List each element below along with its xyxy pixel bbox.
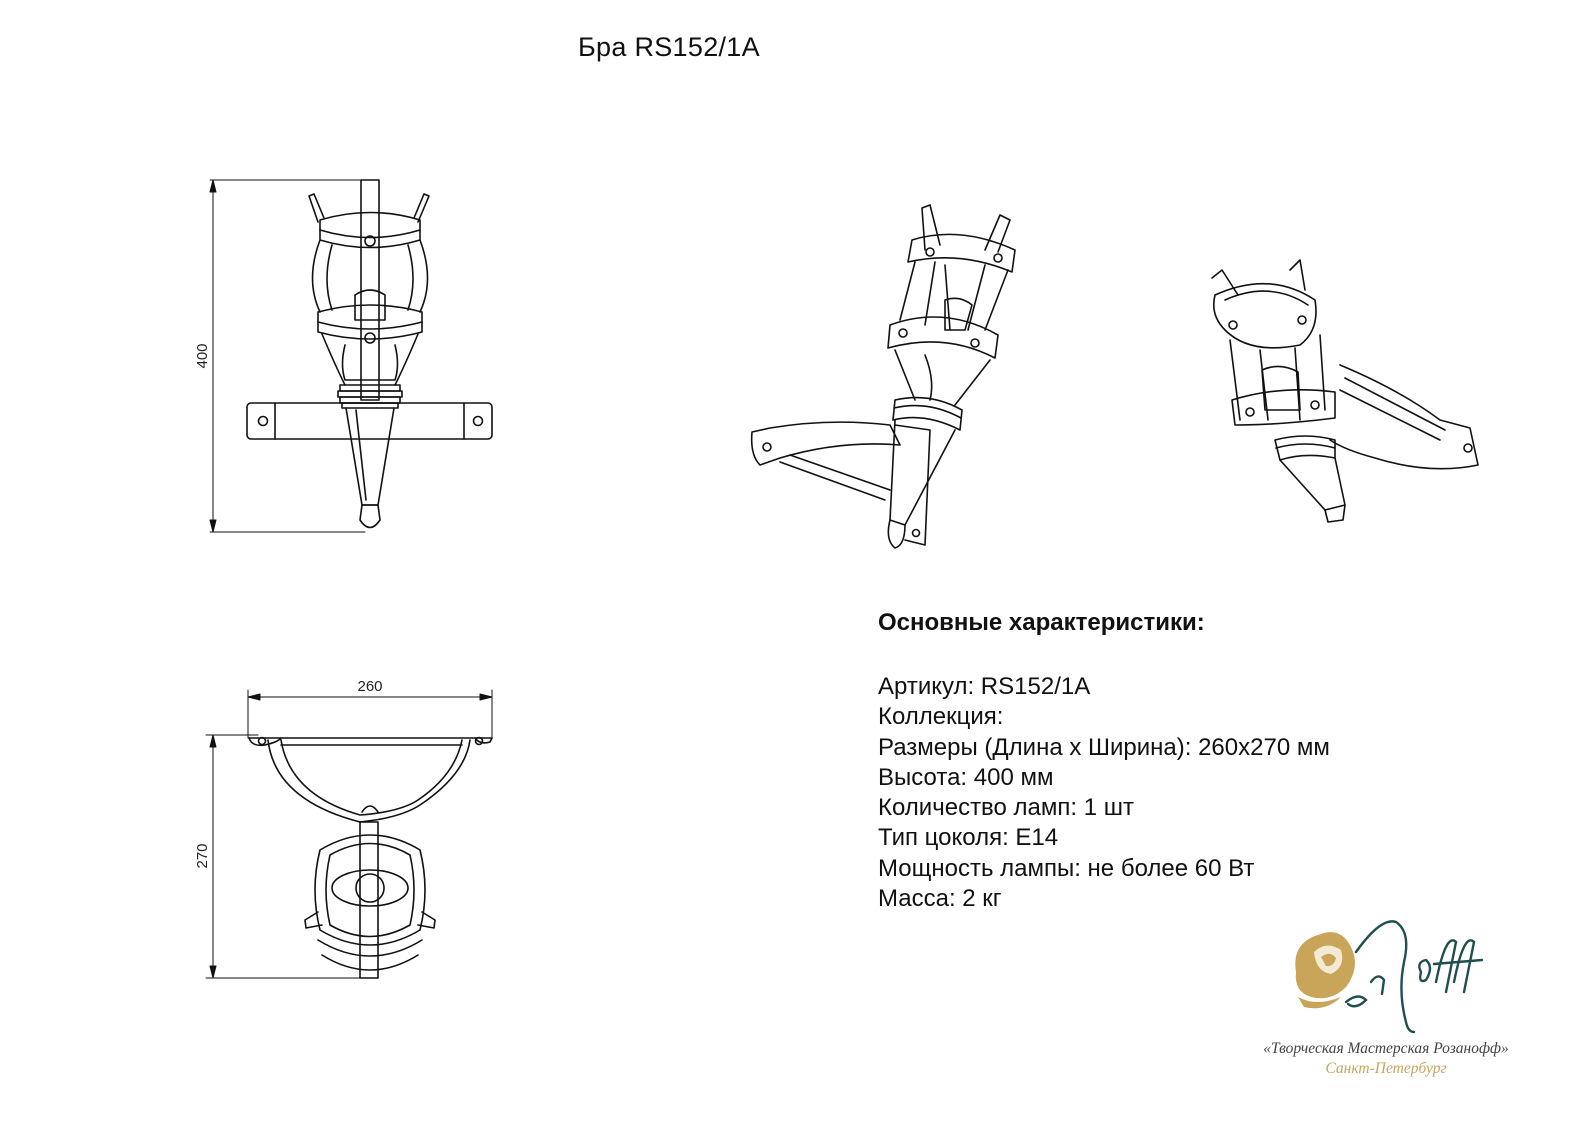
script-signature bbox=[1346, 921, 1482, 1032]
spec-article: Артикул: RS152/1A bbox=[878, 673, 1091, 700]
height-dimension-label: 400 bbox=[194, 343, 211, 369]
specifications-block bbox=[878, 608, 1518, 914]
isometric-view-right bbox=[1212, 260, 1478, 522]
specs-heading: Основные характеристики: bbox=[878, 609, 1205, 636]
brand-city: Санкт-Петербург bbox=[1325, 1060, 1447, 1077]
length-dimension bbox=[248, 690, 492, 738]
spec-socket-type: Тип цоколя: E14 bbox=[878, 824, 1059, 852]
front-view-drawing bbox=[194, 180, 492, 532]
top-view-drawing bbox=[194, 678, 492, 978]
width-dimension bbox=[206, 735, 365, 978]
length-dimension-label: 260 bbox=[357, 678, 383, 695]
spec-weight: Масса: 2 кг bbox=[878, 885, 1002, 913]
spec-lamp-power: Мощность лампы: не более 60 Вт bbox=[878, 854, 1255, 882]
brand-logo bbox=[1286, 912, 1486, 1037]
spec-collection: Коллекция: bbox=[878, 703, 1004, 731]
brand-name: «Творческая Мастерская Розанофф» bbox=[1263, 1040, 1509, 1057]
spec-lamp-count: Количество ламп: 1 шт bbox=[878, 794, 1134, 822]
spec-height: Высота: 400 мм bbox=[878, 763, 1054, 791]
spec-dimensions: Размеры (Длина х Ширина): 260x270 мм bbox=[878, 733, 1330, 761]
isometric-view-left bbox=[752, 205, 1015, 548]
width-dimension-label: 270 bbox=[194, 843, 211, 869]
page-title: Бра RS152/1A bbox=[578, 32, 760, 62]
rose-icon bbox=[1295, 932, 1355, 1008]
height-dimension bbox=[210, 180, 365, 532]
